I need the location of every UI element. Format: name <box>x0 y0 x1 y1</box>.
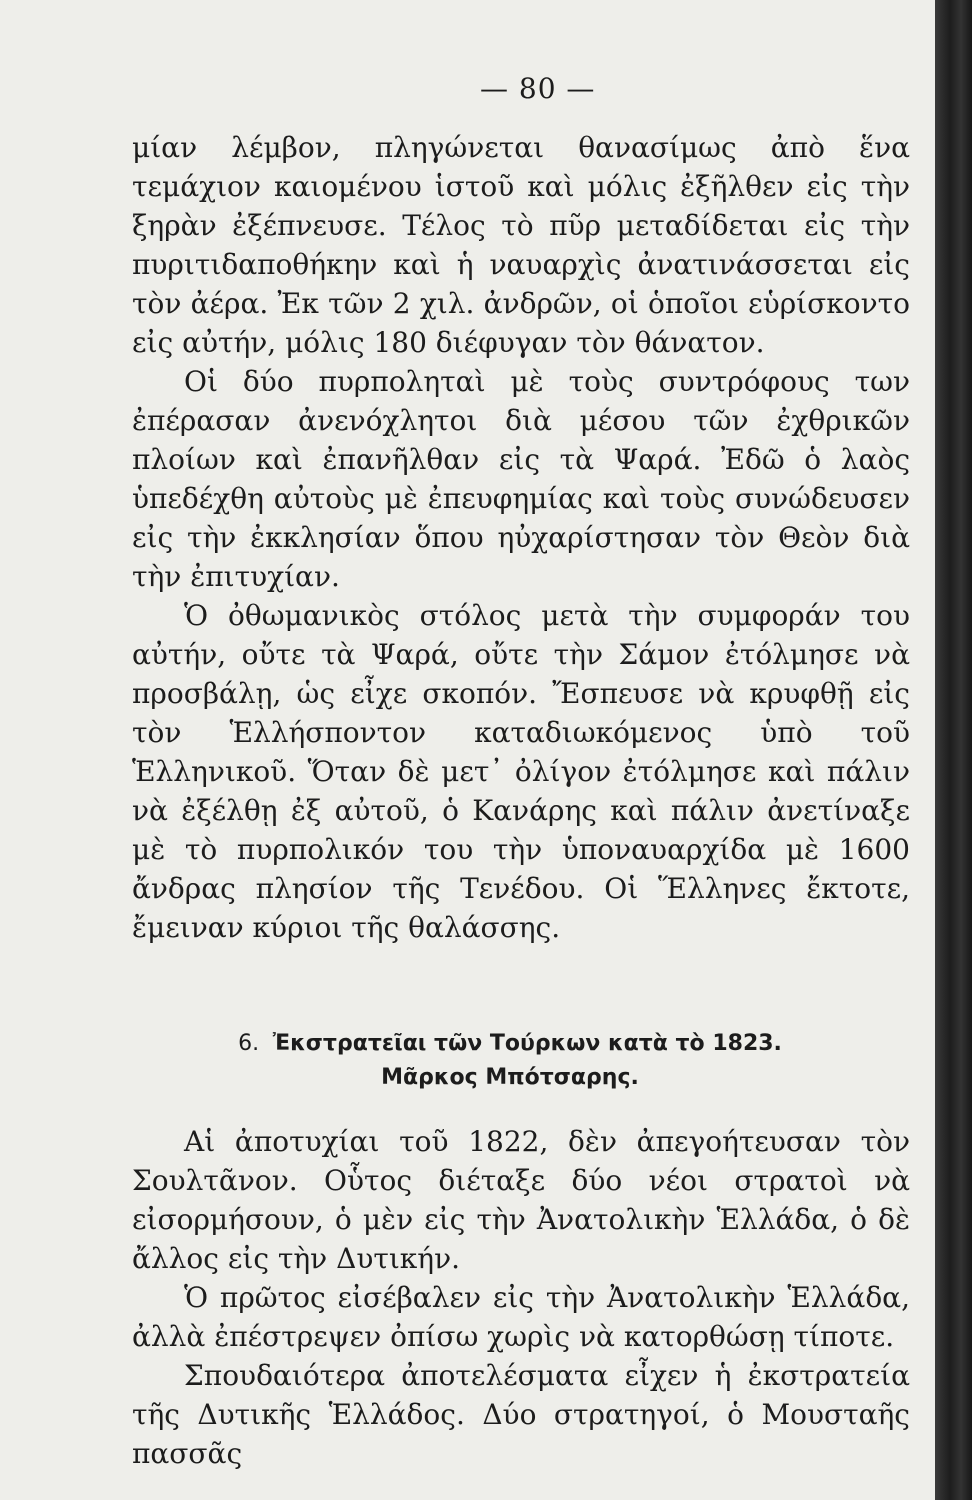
section-1-text <box>132 128 910 947</box>
section-subtitle: Μᾶρκος Μπότσαρης. <box>381 1065 639 1090</box>
paragraph-sultan: Αἱ ἀποτυχίαι τοῦ 1822, δὲν ἀπεγοήτευσαν τὸν Σουλτᾶνον. Οὗτος διέταξε δύο νέοι στρατοὶ νὰ εἰσορμήσουν, ὁ μὲν εἰς τὴν Ἀνατολικὴν Ἑλλάδα, ὁ δὲ ἄλλος εἰς τὴν Δυτικήν. <box>132 1125 910 1275</box>
paragraph-fireship-return: Οἱ δύο πυρποληταὶ μὲ τοὺς συντρόφους των ἐπέρασαν ἀνενόχλητοι διὰ μέσου τῶν ἐχθρικῶν πλοίων καὶ ἐπανῆλθαν εἰς τὰ Ψαρά. Ἐδῶ ὁ λαὸς ὑπεδέχθη αὐτοὺς μὲ ἐπευφημίας καὶ τοὺς συνώδευσεν εἰς τὴν ἐκκλησίαν ὅπου ηὐχαρίστησαν τὸν Θεὸν διὰ τὴν ἐπιτυχίαν. <box>132 365 910 593</box>
section-title: Ἐκστρατεῖαι τῶν Τούρκων κατὰ τὸ 1823. <box>272 1031 782 1056</box>
section-2-text <box>132 1122 910 1473</box>
paragraph-ottoman-fleet: Ὁ ὀθωμανικὸς στόλος μετὰ τὴν συμφοράν του αὐτήν, οὔτε τὰ Ψαρά, οὔτε τὴν Σάμον ἐτόλμησε νὰ προσβάλῃ, ὡς εἶχε σκοπόν. Ἔσπευσε νὰ κρυφθῇ εἰς τὸν Ἑλλήσποντον καταδιωκόμενος ὑπὸ τοῦ Ἑλληνικοῦ. Ὅταν δὲ μετ᾽ ὀλίγον ἐτόλμησε καὶ πάλιν νὰ ἐξέλθῃ ἐξ αὐτοῦ, ὁ Κανάρης καὶ πάλιν ἀνετίναξε μὲ τὸ πυρπολικόν του τὴν ὑποναυαρχίδα μὲ 1600 ἄνδρας πλησίον τῆς Τενέδου. Οἱ Ἕλληνες ἔκτοτε, ἔμειναν κύριοι τῆς θαλάσσης. <box>132 599 910 944</box>
book-spine-edge <box>935 0 972 1500</box>
page-number: — 80 — <box>480 72 596 105</box>
paragraph-western-greece: Σπουδαιότερα ἀποτελέσματα εἶχεν ἡ ἐκστρατεία τῆς Δυτικῆς Ἑλλάδος. Δύο στρατηγοί, ὁ Μουσταῆς πασσᾶς <box>132 1359 910 1470</box>
paragraph-continuation: μίαν λέμβον, πληγώνεται θανασίμως ἀπὸ ἕνα τεμάχιον καιομένου ἱστοῦ καὶ μόλις ἐξῆλθεν εἰς τὴν ξηρὰν ἐξέπνευσε. Τέλος τὸ πῦρ μεταδίδεται εἰς τὴν πυριτιδαποθήκην καὶ ἡ ναυαρχὶς ἀνατινάσσεται εἰς τὸν ἀέρα. Ἐκ τῶν 2 χιλ. ἀνδρῶν, οἱ ὁποῖοι εὑρίσκοντο εἰς αὐτήν, μόλις 180 διέφυγαν τὸν θάνατον. <box>132 131 910 359</box>
section-number: 6. <box>238 1031 260 1056</box>
paragraph-eastern-greece: Ὁ πρῶτος εἰσέβαλεν εἰς τὴν Ἀνατολικὴν Ἑλλάδα, ἀλλὰ ἐπέστρεψεν ὀπίσω χωρὶς νὰ κατορθώσῃ τίποτε. <box>132 1281 910 1353</box>
